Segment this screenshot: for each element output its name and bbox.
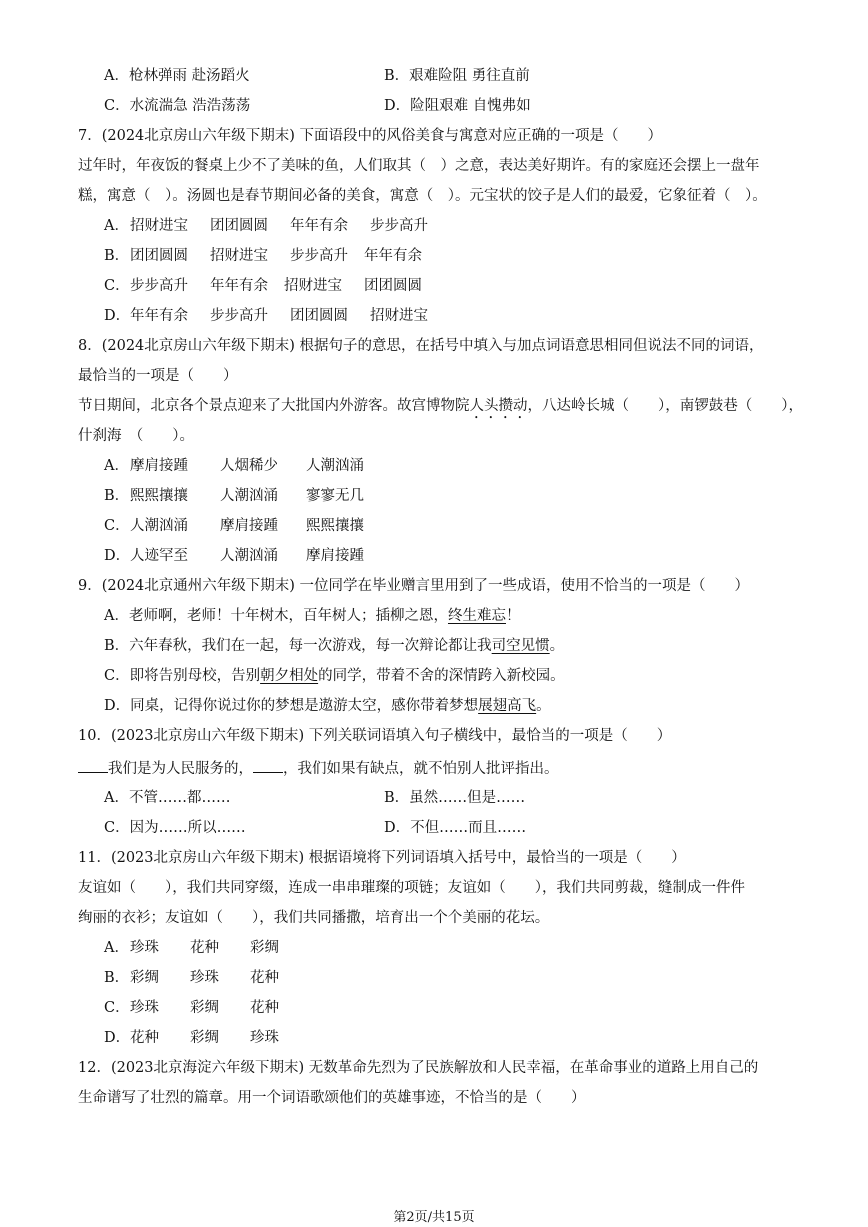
q12-stem-line-2: 生命谱写了壮烈的篇章。用一个词语歌颂他们的英雄事迹，不恰当的是（ ） xyxy=(78,1090,586,1106)
q10-stem: 10．(2023北京房山六年级下期末) 下列关联词语填入句子横线中，最恰当的一项是（ ） xyxy=(78,728,672,744)
page-number: 第2页/共15页 xyxy=(393,1210,475,1225)
option-word: 彩绸 xyxy=(190,1030,219,1046)
option-word: 步步高升 xyxy=(370,218,428,234)
option-word: 人潮汹涌 xyxy=(220,488,278,504)
option-label: B． xyxy=(104,970,130,986)
q10-sentence xyxy=(78,758,559,779)
option-word: 摩肩接踵 xyxy=(130,458,188,474)
option-word: 熙熙攘攘 xyxy=(306,518,364,534)
option-text: 的同学，带着不舍的深情跨入新校园。 xyxy=(318,668,565,684)
option-word: 团团圆圆 xyxy=(364,278,422,294)
sentence-text: ，我们如果有缺点，就不怕别人批评指出。 xyxy=(283,761,559,777)
option-word: 彩绸 xyxy=(190,1000,219,1016)
option-text: C．即将告别母校，告别 xyxy=(104,668,261,684)
option-label: A． xyxy=(104,940,129,956)
q8-option-c xyxy=(104,516,364,536)
option-label: A． xyxy=(104,218,129,234)
q11-option-d xyxy=(104,1028,279,1048)
option-word: 摩肩接踵 xyxy=(306,548,364,564)
option-word: 摩肩接踵 xyxy=(220,518,278,534)
option-word: 寥寥无几 xyxy=(306,488,364,504)
q8-option-d xyxy=(104,546,364,566)
q6-option-b: B．艰难险阻 勇往直前 xyxy=(384,68,530,84)
option-word: 年年有余 xyxy=(364,248,422,264)
q11-stem: 11．(2023北京房山六年级下期末) 根据语境将下列词语填入括号中，最恰当的一项是（ ） xyxy=(78,850,686,866)
option-word: 人潮汹涌 xyxy=(306,458,364,474)
q9-option-c xyxy=(104,666,565,686)
q10-option-d: D．不但……而且…… xyxy=(384,820,527,836)
option-word: 年年有余 xyxy=(290,218,348,234)
underlined-idiom: 展翅高飞 xyxy=(478,698,537,714)
option-word: 步步高升 xyxy=(130,278,188,294)
q6-option-a: A．枪林弹雨 赴汤蹈火 xyxy=(104,68,250,84)
q7-passage-line-1: 过年时，年夜饭的餐桌上少不了美味的鱼，人们取其（ ）之意，表达美好期许。有的家庭还会摆上一盘年 xyxy=(78,158,760,174)
option-text: A．老师啊，老师！十年树木，百年树人；插柳之恩， xyxy=(104,608,448,624)
option-word: 团团圆圆 xyxy=(290,308,348,324)
option-word: 人烟稀少 xyxy=(220,458,278,474)
option-word: 人潮汹涌 xyxy=(130,518,188,534)
q7-option-d xyxy=(104,306,428,326)
option-text: 。 xyxy=(536,698,551,714)
underlined-idiom: 朝夕相处 xyxy=(260,668,319,684)
option-word: 花种 xyxy=(190,940,219,956)
q7-stem: 7．(2024北京房山六年级下期末) 下面语段中的风俗美食与寓意对应正确的一项是（ ） xyxy=(78,128,663,144)
option-text: ！ xyxy=(505,608,521,624)
option-word: 团团圆圆 xyxy=(210,218,268,234)
q9-option-d xyxy=(104,696,551,716)
q12-stem-line-1: 12．(2023北京海淀六年级下期末) 无数革命先烈为了民族解放和人民幸福，在革命事业的道路上用自己的 xyxy=(78,1060,759,1076)
option-word: 珍珠 xyxy=(130,940,159,956)
q11-option-a xyxy=(104,938,279,958)
option-word: 年年有余 xyxy=(210,278,268,294)
option-label: C． xyxy=(104,278,130,294)
option-label: D． xyxy=(104,308,131,324)
q8-stem-line-1: 8．(2024北京房山六年级下期末) 根据句子的意思，在括号中填入与加点词语意思相同但说法不同的词语， xyxy=(78,338,764,354)
q7-option-b xyxy=(104,246,422,266)
fill-blank xyxy=(78,758,108,773)
option-word: 人潮汹涌 xyxy=(220,548,278,564)
option-label: A． xyxy=(104,458,129,474)
option-word: 彩绸 xyxy=(130,970,159,986)
q11-passage-line-1: 友谊如（ ），我们共同穿缀，连成一串串璀璨的项链；友谊如（ ），我们共同剪裁，缝制成一件件 xyxy=(78,880,745,896)
option-word: 招财进宝 xyxy=(210,248,268,264)
q8-passage-line-2: 什刹海 （ ）。 xyxy=(78,428,194,444)
fill-blank xyxy=(253,758,283,773)
underlined-idiom: 司空见惯 xyxy=(491,638,550,654)
option-text: 。 xyxy=(549,638,565,654)
option-word: 珍珠 xyxy=(130,1000,159,1016)
option-label: B． xyxy=(104,488,130,504)
q8-option-a xyxy=(104,456,364,476)
option-word: 花种 xyxy=(250,1000,279,1016)
option-word: 团团圆圆 xyxy=(130,248,188,264)
option-label: D． xyxy=(104,548,131,564)
q6-option-d: D．险阻艰难 自愧弗如 xyxy=(384,98,531,114)
q11-option-b xyxy=(104,968,279,988)
q10-option-a: A．不管……都…… xyxy=(104,790,231,806)
option-word: 步步高升 xyxy=(290,248,348,264)
q11-option-c xyxy=(104,998,279,1018)
option-label: D． xyxy=(104,1030,131,1046)
dotted-word: 人头攒动 xyxy=(469,398,528,414)
q10-option-b: B．虽然……但是…… xyxy=(384,790,526,806)
option-label: C． xyxy=(104,518,130,534)
option-word: 招财进宝 xyxy=(130,218,188,234)
option-word: 珍珠 xyxy=(190,970,219,986)
q8-option-b xyxy=(104,486,364,506)
option-word: 珍珠 xyxy=(250,1030,279,1046)
option-word: 年年有余 xyxy=(130,308,188,324)
q8-stem-line-2: 最恰当的一项是（ ） xyxy=(78,368,238,384)
option-word: 花种 xyxy=(250,970,279,986)
option-word: 彩绸 xyxy=(250,940,279,956)
option-word: 花种 xyxy=(130,1030,159,1046)
q7-option-c xyxy=(104,276,422,296)
option-word: 步步高升 xyxy=(210,308,268,324)
option-word: 招财进宝 xyxy=(370,308,428,324)
q11-passage-line-2: 绚丽的衣衫；友谊如（ ），我们共同播撒，培育出一个个美丽的花坛。 xyxy=(78,910,550,926)
option-label: C． xyxy=(104,1000,130,1016)
sentence-text: 我们是为人民服务的， xyxy=(108,761,253,777)
option-word: 人迹罕至 xyxy=(130,548,188,564)
option-label: B． xyxy=(104,248,130,264)
option-text: B．六年春秋，我们在一起，每一次游戏，每一次辩论都让我 xyxy=(104,638,492,654)
q7-option-a xyxy=(104,216,428,236)
underlined-idiom: 终生难忘 xyxy=(447,608,506,624)
passage-text: ，八达岭长城（ ），南锣鼓巷（ ）， xyxy=(527,398,803,414)
passage-text: 节日期间，北京各个景点迎来了大批国内外游客。故宫博物院 xyxy=(78,398,470,414)
q6-option-c: C．水流湍急 浩浩荡荡 xyxy=(104,98,251,114)
option-word: 熙熙攘攘 xyxy=(130,488,188,504)
q9-stem: 9．(2024北京通州六年级下期末) 一位同学在毕业赠言里用到了一些成语，使用不恰当的一项是（ ） xyxy=(78,578,750,594)
q9-option-b xyxy=(104,636,564,656)
q8-passage-line-1 xyxy=(78,396,803,422)
option-word: 招财进宝 xyxy=(284,278,342,294)
q9-option-a xyxy=(104,606,520,626)
q10-option-c: C．因为……所以…… xyxy=(104,820,246,836)
option-text: D．同桌，记得你说过你的梦想是遨游太空，感你带着梦想 xyxy=(104,698,479,714)
q7-passage-line-2: 糕，寓意（ ）。汤圆也是春节期间必备的美食，寓意（ ）。元宝状的饺子是人们的最爱，它象征着（ ）。 xyxy=(78,188,767,204)
